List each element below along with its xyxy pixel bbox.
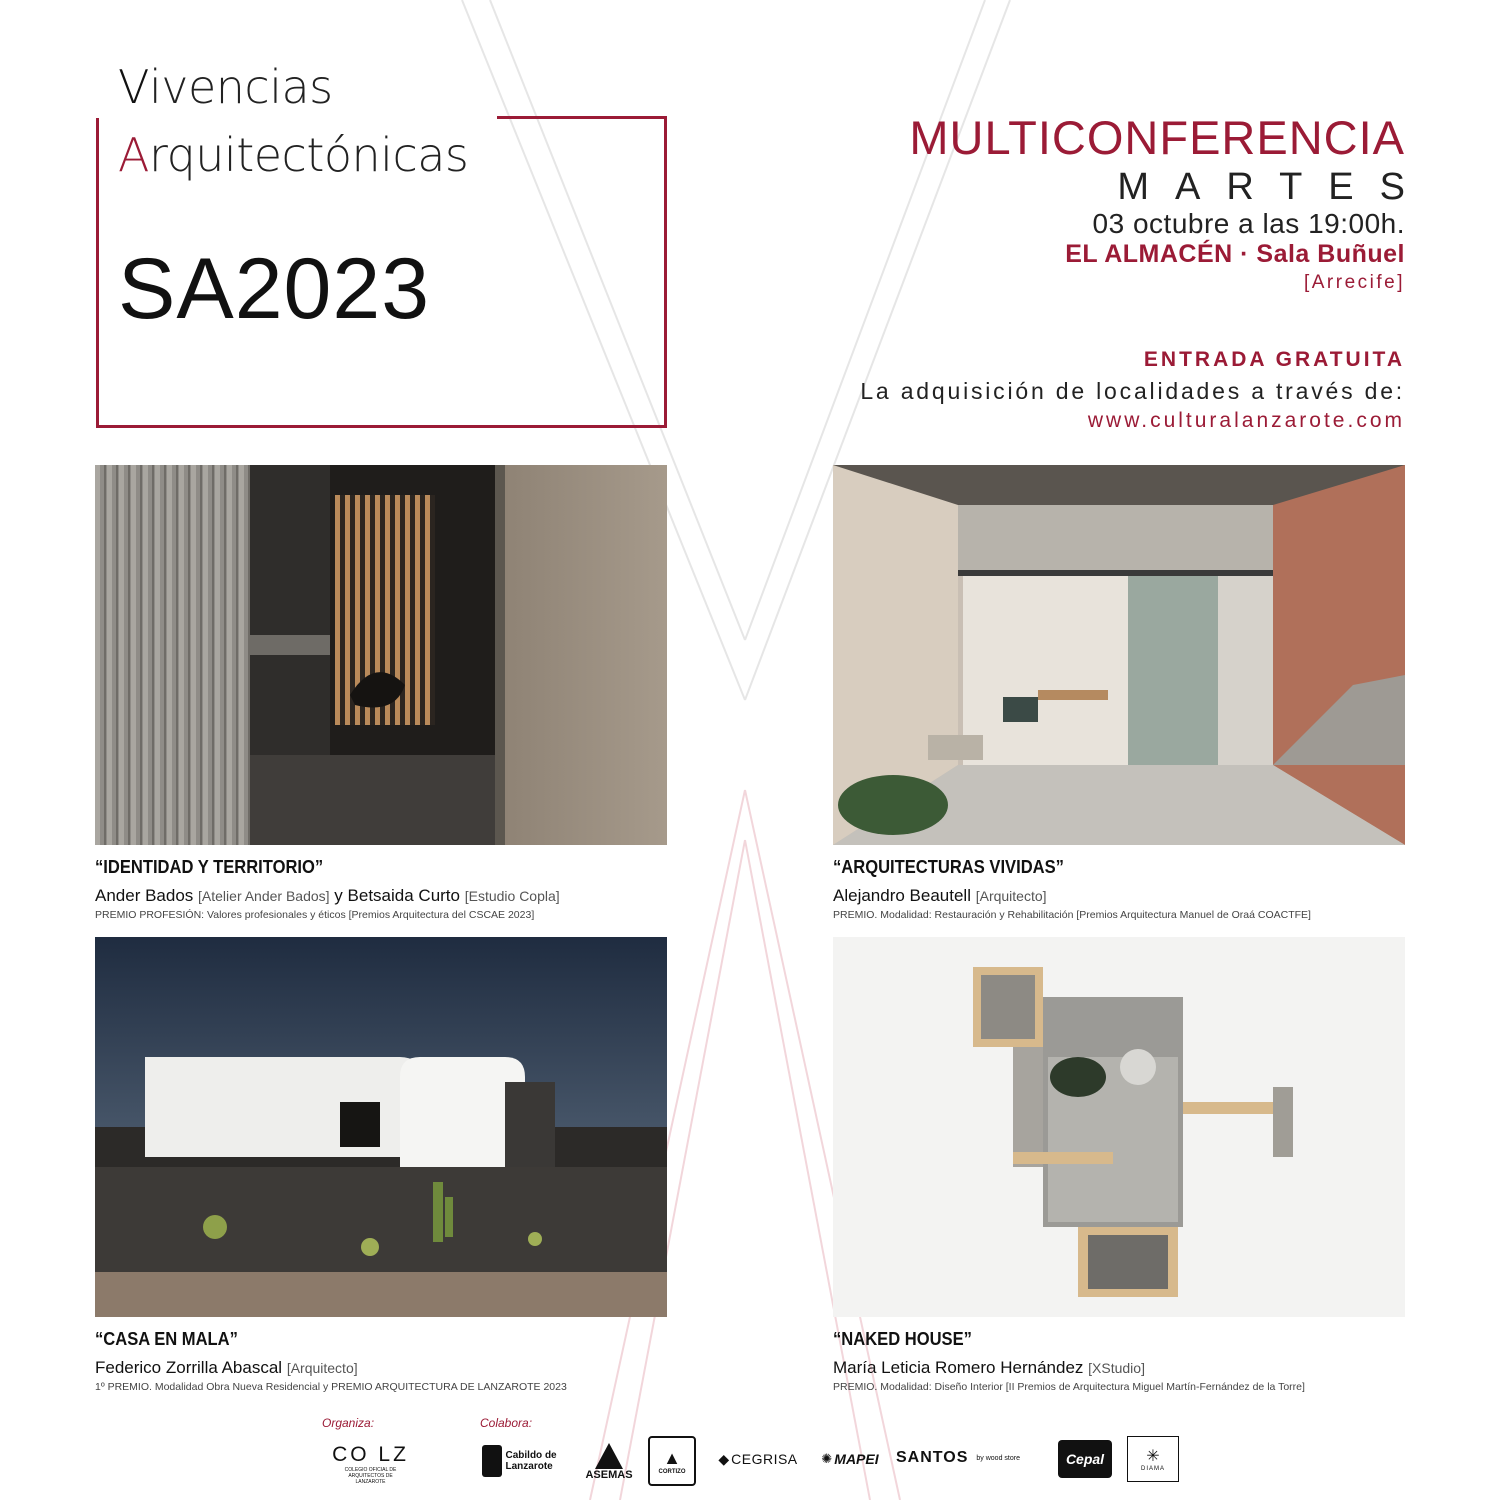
talk-3-affiliation-1: [Arquitecto]	[286, 1360, 358, 1376]
mapei-swirl-icon: ✺	[821, 1451, 833, 1466]
frame-bottom-border	[96, 425, 667, 428]
talk-1-award: PREMIO PROFESIÓN: Valores profesionales y éticos [Premios Arquitectura del CSCAE 2023]	[95, 909, 535, 921]
asemas-logo-text: ASEMAS	[585, 1469, 633, 1481]
talk-4-affiliation-1: [XStudio]	[1088, 1360, 1145, 1376]
talk-2-award: PREMIO. Modalidad: Restauración y Rehabilitación [Premios Arquitectura Manuel de Oraá COACTFE]	[833, 909, 1311, 921]
talk-1-speaker-2: Betsaida Curto	[347, 886, 460, 905]
talk-4-speakers	[833, 1358, 1145, 1378]
mapei-logo	[816, 1448, 884, 1470]
talk-2-speaker-1: Alejandro Beautell	[833, 886, 971, 905]
talk-1-affiliation-2: [Estudio Copla]	[464, 888, 560, 904]
asemas-logo	[583, 1436, 635, 1488]
talk-1-title: “IDENTIDAD Y TERRITORIO”	[95, 857, 324, 877]
talk-1-affiliation-1: [Atelier Ander Bados]	[198, 888, 330, 904]
brand-line-1	[118, 60, 333, 114]
talk-2-affiliation-1: [Arquitecto]	[975, 888, 1047, 904]
coalz-logo-subtitle: COLEGIO OFICIAL DE ARQUITECTOS DE LANZAROTE	[344, 1467, 397, 1485]
talk-1-joiner: y	[334, 886, 343, 905]
frame-right-border	[664, 116, 667, 428]
cortizo-mark-icon: ▲	[663, 1447, 681, 1468]
talk-3-award: 1º PREMIO. Modalidad Obra Nueva Residencial y PREMIO ARQUITECTURA DE LANZAROTE 2023	[95, 1381, 567, 1393]
coalz-logo	[318, 1436, 423, 1492]
talk-4-award: PREMIO. Modalidad: Diseño Interior [II Premios de Arquitectura Miguel Martín-Fernández de la Torre]	[833, 1381, 1305, 1393]
website-link[interactable]: www.culturalanzarote.com	[1087, 409, 1405, 432]
cortizo-logo-text: CORTIZO	[658, 1468, 686, 1475]
cepal-logo-text: Cepal	[1065, 1451, 1105, 1467]
event-title: MULTICONFERENCIA	[909, 111, 1405, 164]
cabildo-logo	[480, 1440, 565, 1482]
diama-emblem-icon: ✳	[1146, 1448, 1160, 1465]
talk-3-title: “CASA EN MALA”	[95, 1329, 238, 1349]
diama-logo-text: DIAMA	[1140, 1466, 1165, 1472]
talk-1-speakers	[95, 886, 560, 906]
edition-title: SA2023	[118, 241, 431, 337]
event-day: MARTES	[1117, 166, 1431, 208]
asemas-triangle-icon	[595, 1443, 623, 1469]
brand-initial-v: V	[118, 60, 149, 114]
talk-3-speaker-1: Federico Zorrilla Abascal	[95, 1358, 283, 1377]
photo-casa-en-mala	[95, 937, 667, 1317]
cegrisa-diamond-icon: ◆	[718, 1450, 730, 1467]
coalz-logo-text: CO LZ	[332, 1443, 409, 1466]
frame-left-border	[96, 118, 99, 428]
colabora-label: Colabora:	[480, 1416, 533, 1430]
entry-free: ENTRADA GRATUITA	[1143, 348, 1405, 371]
mapei-logo-text: MAPEI	[834, 1451, 879, 1467]
cabildo-logo-text: Cabildo de Lanzarote	[505, 1450, 557, 1472]
cegrisa-logo-text: CEGRISA	[731, 1451, 798, 1467]
talk-3-speakers	[95, 1358, 358, 1378]
event-city: [Arrecife]	[1303, 272, 1405, 293]
brand-initial-a: A	[118, 128, 149, 182]
photo-identidad-territorio	[95, 465, 667, 845]
brand-line-2-rest: rquitectónicas	[148, 128, 469, 182]
woodstore-logo-text: by wood store	[976, 1454, 1020, 1462]
cepal-logo	[1058, 1440, 1112, 1478]
photo-naked-house	[833, 937, 1405, 1317]
event-date: 03 octubre a las 19:00h.	[1092, 208, 1405, 239]
diama-logo	[1127, 1436, 1179, 1482]
santos-logo	[896, 1446, 1040, 1470]
photo-arquitecturas-vividas	[833, 465, 1405, 845]
tickets-text: La adquisición de localidades a través de:	[860, 378, 1405, 404]
talk-2-title: “ARQUITECTURAS VIVIDAS”	[833, 857, 1064, 877]
santos-logo-text: SANTOS	[896, 1449, 969, 1466]
organiza-label: Organiza:	[322, 1416, 375, 1430]
cortizo-logo	[648, 1436, 696, 1486]
cegrisa-logo	[712, 1448, 804, 1470]
talk-2-speakers	[833, 886, 1047, 906]
cabildo-shield-icon	[482, 1445, 502, 1477]
brand-line-1-rest: ivencias	[148, 60, 333, 114]
brand-line-2	[118, 128, 468, 182]
talk-4-speaker-1: María Leticia Romero Hernández	[833, 1358, 1084, 1377]
frame-top-border	[497, 116, 667, 119]
event-venue: EL ALMACÉN · Sala Buñuel	[1065, 240, 1405, 268]
talk-4-title: “NAKED HOUSE”	[833, 1329, 972, 1349]
talk-1-speaker-1: Ander Bados	[95, 886, 194, 905]
